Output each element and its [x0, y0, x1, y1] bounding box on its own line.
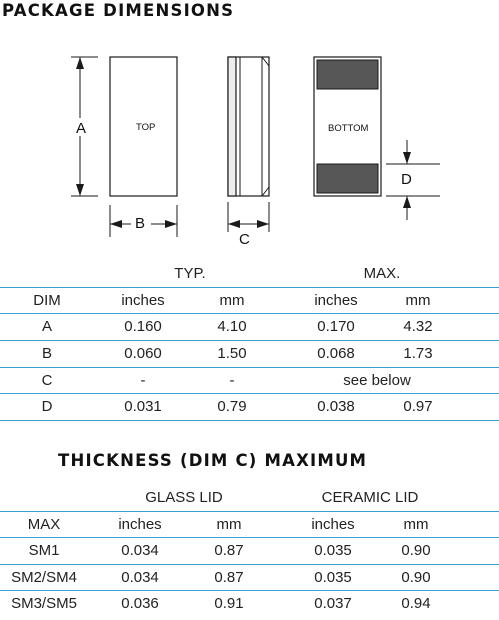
dim-c-arrow-right — [257, 220, 269, 228]
dim-b-arrow-left — [110, 220, 122, 228]
table-cell: 0.90 — [401, 569, 431, 586]
dim-b-arrow-right — [165, 220, 177, 228]
table-cell: 0.87 — [214, 569, 244, 586]
column-header: inches — [121, 292, 165, 309]
divider — [0, 393, 499, 394]
bottom-pad-bottom — [317, 164, 378, 193]
group-max-header: MAX. — [363, 265, 401, 282]
table-cell: 0.170 — [317, 318, 355, 335]
dim-a-arrow-bottom — [76, 184, 84, 196]
column-header: inches — [311, 516, 355, 533]
column-header: mm — [219, 292, 245, 309]
table-cell: A — [41, 318, 53, 335]
top-view-label: TOP — [136, 122, 156, 133]
dim-d-label: D — [401, 171, 412, 188]
table-cell: 1.73 — [403, 345, 433, 362]
table-cell: D — [41, 398, 53, 415]
column-header: MAX — [27, 516, 61, 533]
table-cell: 0.035 — [314, 542, 352, 559]
dim-d-arrow-bottom — [403, 196, 411, 208]
group-ceramic-lid-header: CERAMIC LID — [321, 489, 419, 506]
divider — [0, 420, 499, 421]
table-cell: - — [229, 372, 235, 389]
table-cell: 0.94 — [401, 595, 431, 612]
divider — [0, 511, 499, 512]
table-cell: - — [140, 372, 146, 389]
dim-a-label: A — [76, 120, 87, 137]
table-cell: B — [41, 345, 53, 362]
thickness-title: THICKNESS (DIM C) MAXIMUM — [58, 451, 368, 470]
table-cell: 4.32 — [403, 318, 433, 335]
column-header: inches — [314, 292, 358, 309]
table-cell: 0.97 — [403, 398, 433, 415]
table-cell: C — [41, 372, 53, 389]
divider — [0, 367, 499, 368]
table-cell: 0.91 — [214, 595, 244, 612]
table-cell: SM3/SM5 — [11, 595, 77, 612]
divider — [0, 313, 499, 314]
table-cell: 0.060 — [124, 345, 162, 362]
dim-c-label: C — [239, 231, 250, 248]
column-header: mm — [405, 292, 431, 309]
table-cell: see below — [343, 372, 411, 389]
table-cell: 0.034 — [121, 542, 159, 559]
package-dimensions-title: PACKAGE DIMENSIONS — [2, 1, 235, 20]
package-diagram — [0, 40, 499, 260]
dim-c-arrow-left — [228, 220, 240, 228]
table-cell: 4.10 — [217, 318, 247, 335]
divider — [0, 340, 499, 341]
column-header: inches — [118, 516, 162, 533]
table-cell: 0.87 — [214, 542, 244, 559]
table-cell: 0.068 — [317, 345, 355, 362]
divider — [0, 564, 499, 565]
table-cell: 1.50 — [217, 345, 247, 362]
table-cell: 0.034 — [121, 569, 159, 586]
divider — [0, 590, 499, 591]
bottom-pad-top — [317, 60, 378, 89]
dim-b-label: B — [135, 215, 146, 232]
column-header: DIM — [33, 292, 61, 309]
table-cell: 0.79 — [217, 398, 247, 415]
table-cell: 0.038 — [317, 398, 355, 415]
divider — [0, 537, 499, 538]
table-cell: 0.031 — [124, 398, 162, 415]
table-cell: 0.036 — [121, 595, 159, 612]
group-typ-header: TYP. — [174, 265, 206, 282]
column-header: mm — [403, 516, 429, 533]
table-cell: 0.90 — [401, 542, 431, 559]
table-cell: 0.035 — [314, 569, 352, 586]
dim-d-arrow-top — [403, 152, 411, 164]
table-cell: 0.160 — [124, 318, 162, 335]
table-cell: 0.037 — [314, 595, 352, 612]
table-cell: SM1 — [28, 542, 60, 559]
bottom-view-label: BOTTOM — [328, 123, 369, 134]
group-glass-lid-header: GLASS LID — [145, 489, 223, 506]
column-header: mm — [216, 516, 242, 533]
dim-a-arrow-top — [76, 57, 84, 69]
table-cell: SM2/SM4 — [11, 569, 77, 586]
divider — [0, 287, 499, 288]
